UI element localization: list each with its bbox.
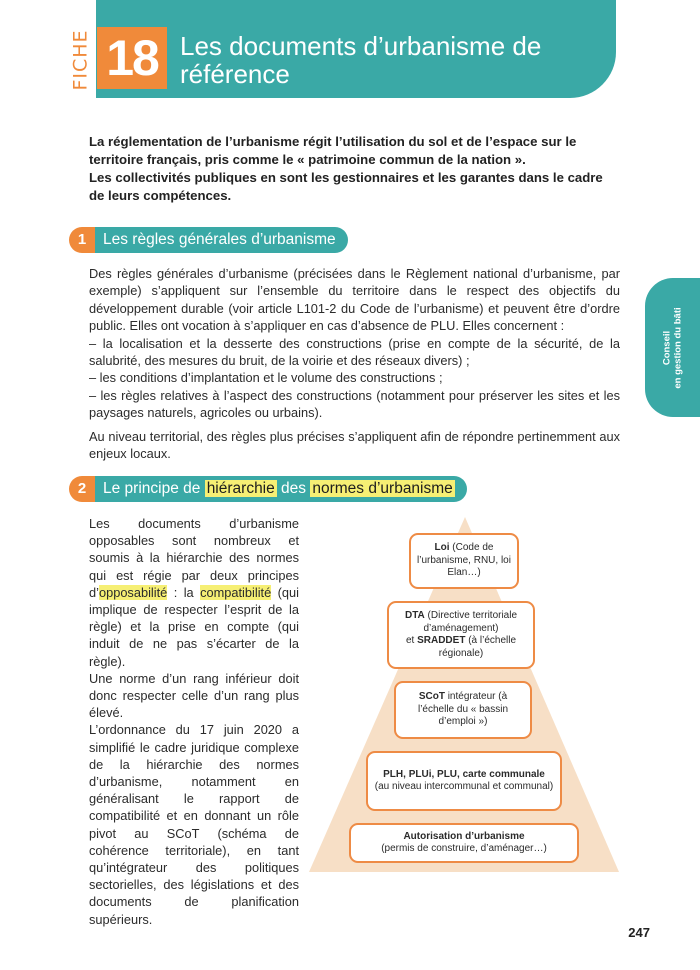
pyramid-level-autorisation: Autorisation d’urbanisme (permis de construire, d’aménager…) <box>349 823 579 863</box>
section-1-heading <box>69 227 348 253</box>
section-2-paragraph-3: L’ordonnance du 17 juin 2020 a simplifié le cadre juridique complexe de la hiérarchie des normes d’urbanisme, notamment en généralisant le rapport de compatibilité et en donnant un rôle pivot au SCoT (schéma de cohérence territoriale), en tant qu’intégrateur des politiques sectorielles, des législations et des documents de planification supérieurs. <box>89 722 299 927</box>
section-2-heading <box>69 476 467 502</box>
intro-line-2: Les collectivités publiques en sont les gestionnaires et les garantes dans le cadre de leurs compétences. <box>89 170 603 203</box>
section-1-bullet: – la localisation et la desserte des constructions (prise en compte de la sécurité, de la salubrité, des mesures du bruit, de la voirie et des réseaux divers) ; <box>89 335 620 369</box>
section-2-number: 2 <box>69 476 95 502</box>
page-number: 247 <box>628 925 650 940</box>
section-1-paragraph-2: Au niveau territorial, des règles plus précises s’appliquent afin de répondre pertinemment aux enjeux locaux. <box>89 428 620 462</box>
side-tab <box>645 278 700 417</box>
intro-text <box>89 133 621 205</box>
side-tab-line-2: en gestion du bâti <box>672 306 684 389</box>
section-2-title: Le principe de hiérarchie des normes d’urbanisme <box>95 476 467 502</box>
side-tab-line-1: Conseil <box>661 330 673 365</box>
highlight-hierarchie: hiérarchie <box>206 480 275 497</box>
hierarchy-pyramid <box>309 517 619 872</box>
fiche-label: FICHE <box>70 29 92 91</box>
intro-line-1: La réglementation de l’urbanisme régit l’utilisation du sol et de l’espace sur le territoire français, pris comme le « patrimoine commun de la nation ». <box>89 134 577 167</box>
section-2-paragraph-2: Une norme d’un rang inférieur doit donc respecter celle d’un rang plus élevé. <box>89 670 299 721</box>
pyramid-level-dta-sraddet: DTA (Directive territoriale d’aménagement) et SRADDET (à l’échelle régionale) <box>387 601 535 669</box>
fiche-number: 18 <box>97 27 167 89</box>
section-1-body <box>89 265 620 462</box>
highlight-opposabilite: opposabilité <box>98 584 168 600</box>
highlight-normes: normes d’urbanisme <box>312 480 453 497</box>
section-1-bullet: – les conditions d’implantation et le volume des constructions ; <box>89 370 443 386</box>
section-1-title: Les règles générales d’urbanisme <box>95 227 348 253</box>
section-1-number: 1 <box>69 227 95 253</box>
pyramid-level-scot: SCoT intégrateur (à l’échelle du « bassin d’emploi ») <box>394 681 532 739</box>
page-title: Les documents d’urbanisme de référence <box>180 31 542 89</box>
section-2-paragraph-1: Les documents d’urbanisme opposables sont nombreux et soumis à la hiérarchie des normes qui est régie par deux principes d’opposabilité : la compatibilité (qui implique de respecter l’esprit de la règle) et la prise en compte (qui induit de ne pas s’écarter de la règle). <box>89 516 299 669</box>
pyramid-level-loi: Loi (Code de l’urbanisme, RNU, loi Elan…) <box>409 533 519 589</box>
section-2-text <box>89 515 299 928</box>
section-1-bullet: – les règles relatives à l’aspect des constructions (notamment pour préserver les sites et les paysages naturels, agricoles ou urbains). <box>89 387 620 421</box>
pyramid-level-plu: PLH, PLUi, PLU, carte communale (au niveau intercommunal et communal) <box>366 751 562 811</box>
section-1-paragraph-1: Des règles générales d’urbanisme (précisées dans le Règlement national d’urbanisme, par exemple) s’appliquent sur l’ensemble du territoire dans le respect des objectifs du développement durable (voir article L101-2 du Code de l’urbanisme) et peuvent être d’ordre public. Elles ont vocation à s’appliquer en cas d’absence de PLU. Elles concernent : <box>89 266 620 334</box>
highlight-compatibilite: compatibilité <box>200 584 272 600</box>
